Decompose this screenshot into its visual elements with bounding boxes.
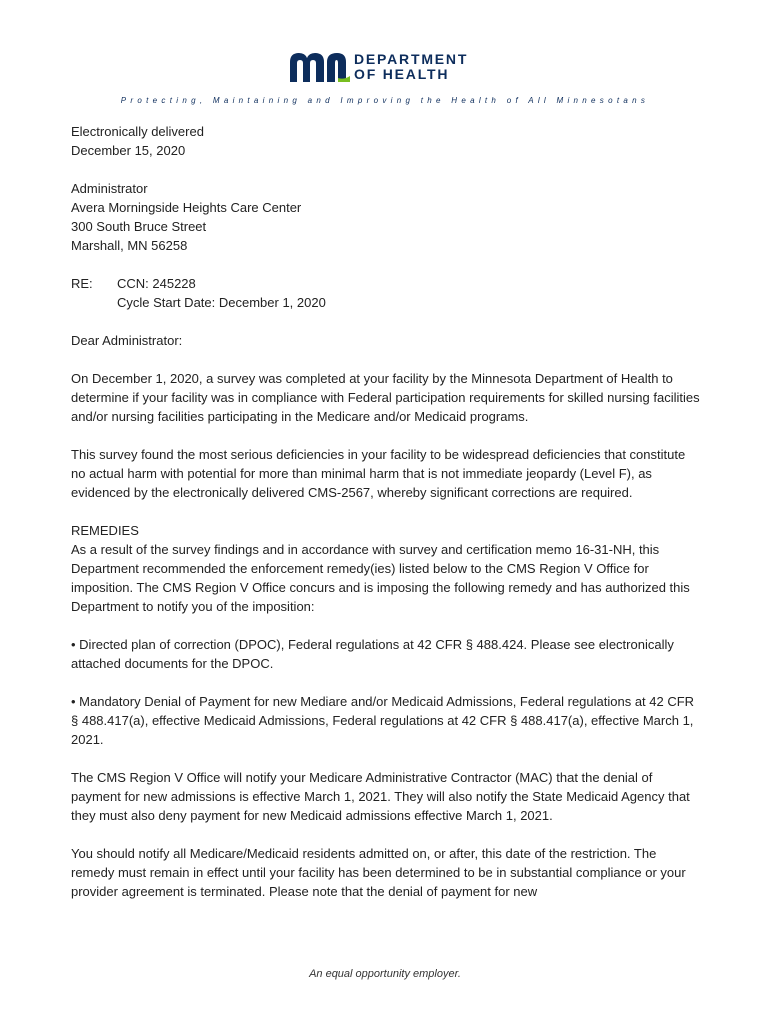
mn-logo xyxy=(288,50,488,86)
recipient-street: 300 South Bruce Street xyxy=(71,219,207,234)
letterhead xyxy=(0,0,770,120)
paragraph-deficiencies: This survey found the most serious deficiencies in your facility to be widespread deficiencies that constitute no actual harm with potential for more than minimal harm that is not immediate jeopardy (Level F), as evidenced by the electronically delivered CMS-2567, whereby significant corrections are required. xyxy=(71,447,686,500)
salutation: Dear Administrator: xyxy=(71,333,183,348)
re-details xyxy=(117,274,326,312)
paragraph-survey: On December 1, 2020, a survey was completed at your facility by the Minnesota Department of Health to determine if your facility was in compliance with Federal participation requirements for skilled nursing facilities and/or nursing facilities participating in the Medicare and/or Medicaid programs. xyxy=(71,371,700,424)
department-line-1: DEPARTMENT xyxy=(354,51,469,67)
letter-date: December 15, 2020 xyxy=(71,143,186,158)
recipient-title: Administrator xyxy=(71,181,148,196)
paragraph-remedies: As a result of the survey findings and in accordance with survey and certification memo 16-31-NH, this Department recommended the enforcement remedy(ies) listed below to the CMS Region V Office for imposition. The CMS Region V Office concurs and is imposing the following remedy and has authorized this Department to notify you of the imposition: xyxy=(71,542,690,614)
recipient-address xyxy=(71,179,701,255)
recipient-city: Marshall, MN 56258 xyxy=(71,238,188,253)
footer-text: An equal opportunity employer. xyxy=(309,968,461,980)
bullet-dpoc: • Directed plan of correction (DPOC), Federal regulations at 42 CFR § 488.424. Please see electronically attached documents for the DPOC. xyxy=(71,637,674,671)
bullet-denial-of-payment: • Mandatory Denial of Payment for new Mediare and/or Medicaid Admissions, Federal regulations at 42 CFR § 488.417(a), effective Medicaid Admissions, Federal regulations at 42 CFR § 488.417(a), effective March 1, 2021. xyxy=(71,694,695,747)
remedies-heading: REMEDIES xyxy=(71,523,139,538)
department-line-2: OF HEALTH xyxy=(354,66,450,82)
re-ccn: CCN: 245228 xyxy=(117,276,196,291)
delivery-method: Electronically delivered xyxy=(71,124,204,139)
paragraph-residents: You should notify all Medicare/Medicaid residents admitted on, or after, this date of the restriction. The remedy must remain in effect until your facility has been determined to be in substantial compliance or your provider agreement is terminated. Please note that the denial of payment for new xyxy=(71,846,686,899)
mn-logo-icon xyxy=(288,50,352,84)
tagline: Protecting, Maintaining and Improving the Health of All Minnesotans xyxy=(120,96,650,105)
recipient-facility: Avera Morningside Heights Care Center xyxy=(71,200,302,215)
re-block xyxy=(71,274,701,312)
letter-body xyxy=(71,122,701,901)
re-label: RE: xyxy=(71,276,93,291)
paragraph-mac-notice: The CMS Region V Office will notify your Medicare Administrative Contractor (MAC) that the denial of payment for new admissions is effective March 1, 2021. They will also notify the State Medicaid Agency that they must also deny payment for new Medicaid admissions effective March 1, 2021. xyxy=(71,770,690,823)
re-cycle-start: Cycle Start Date: December 1, 2020 xyxy=(117,295,326,310)
department-name xyxy=(354,52,468,82)
